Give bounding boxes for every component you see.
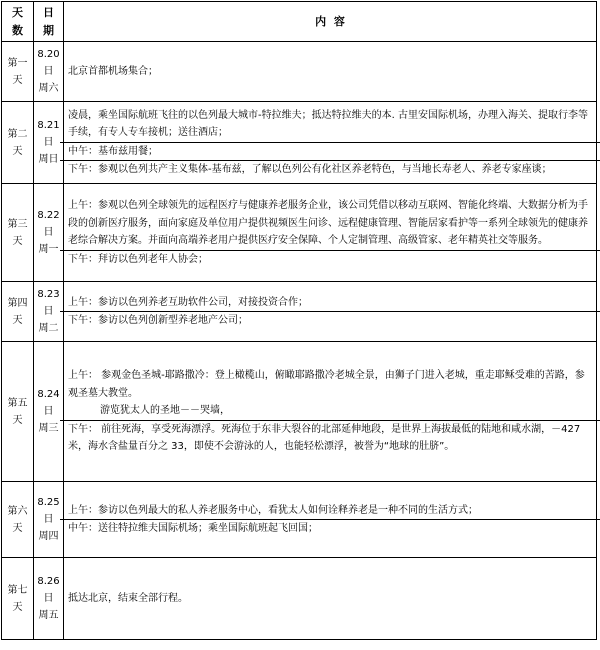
segment: 下午：参访以色列创新型养老地产公司； xyxy=(68,315,248,326)
segment: 中午：基布兹用餐； xyxy=(68,145,158,157)
date-label: 8.20 日 周六 xyxy=(34,42,64,102)
segment: 下午：参观以色列共产主义集体-基布兹，了解以色列公有化社区养老特色，与当地长寿老人、养老专家座谈； xyxy=(68,164,552,175)
content-line: 上午： 参观金色圣城-耶路撒冷：登上橄榄山，俯瞰耶路撒冷老城全景，由狮子门进入老城，重走耶稣受难的苦路，参观圣墓大教堂。 xyxy=(68,370,585,399)
content-line: 抵达北京，结束全部行程。 xyxy=(68,592,188,604)
day-content xyxy=(64,184,597,282)
day-row xyxy=(2,558,597,640)
content-line: 游览犹太人的圣地－－哭墙， xyxy=(100,405,230,417)
day-row xyxy=(2,342,597,482)
segment xyxy=(64,367,596,420)
date-label: 8.22 日 周一 xyxy=(34,184,64,282)
day-content xyxy=(64,42,597,102)
date-label: 8.24 日 周三 xyxy=(34,342,64,482)
date-label: 8.21 日 周日 xyxy=(34,102,64,184)
itinerary-table xyxy=(1,1,597,640)
segment: 下午： 前往死海，享受死海漂浮。死海位于东非大裂谷的北部延伸地段，是世界上海拔最低的陆地和咸水湖，－427 米，海水含盐量百分之 33，即使不会游泳的人，也能轻松漂浮，被誉为“地球的肚脐”。 xyxy=(68,423,581,453)
day-label: 第二 天 xyxy=(2,102,34,184)
day-row xyxy=(2,42,597,102)
segment: 上午：参观以色列全球领先的远程医疗与健康养老服务企业，该公司凭借以移动互联网、智能化终端、大数据分析为手段的创新医疗服务，面向家庭及单位用户提供视频医生问诊、远程健康管理、智能居家看护等一系列全球领先的健康养老综合解决方案。并面向高端养老用户提供医疗安全保障、个人定制管理、高级管家、老年精英社交等服务。 xyxy=(68,200,588,246)
day-row xyxy=(2,282,597,342)
day-content xyxy=(64,102,597,184)
day-label: 第一 天 xyxy=(2,42,34,102)
segment: 中午：送往特拉维夫国际机场；乘坐国际航班起飞回国； xyxy=(68,523,318,534)
date-label: 8.23 日 周二 xyxy=(34,282,64,342)
day-label: 第四 天 xyxy=(2,282,34,342)
segment: 下午：拜访以色列老年人协会； xyxy=(68,253,208,265)
header-date: 日 期 xyxy=(34,2,64,42)
day-content xyxy=(64,482,597,558)
segment: 凌晨，乘坐国际航班飞往的以色列最大城市-特拉维夫；抵达特拉维夫的本. 古里安国际机场，办理入海关、提取行李等手续，有专人专车接机；送往酒店； xyxy=(68,109,588,138)
date-label: 8.25 日 周四 xyxy=(34,482,64,558)
segment: 上午：参访以色列最大的私人养老服务中心，看犹太人如何诠释养老是一种不同的生活方式； xyxy=(68,504,478,516)
day-content xyxy=(64,282,597,342)
segment: 上午：参访以色列养老互助软件公司，对接投资合作； xyxy=(68,296,308,308)
day-row xyxy=(2,482,597,558)
header-row xyxy=(2,2,597,42)
day-label: 第五 天 xyxy=(2,342,34,482)
day-content xyxy=(64,558,597,640)
header-content: 内 容 xyxy=(64,2,597,42)
day-label: 第七 天 xyxy=(2,558,34,640)
date-label: 8.26 日 周五 xyxy=(34,558,64,640)
day-row xyxy=(2,184,597,282)
day-row xyxy=(2,102,597,184)
header-day: 天 数 xyxy=(2,2,34,42)
day-label: 第三 天 xyxy=(2,184,34,282)
day-content xyxy=(64,342,597,482)
content-line: 北京首都机场集合； xyxy=(68,65,158,77)
day-label: 第六 天 xyxy=(2,482,34,558)
